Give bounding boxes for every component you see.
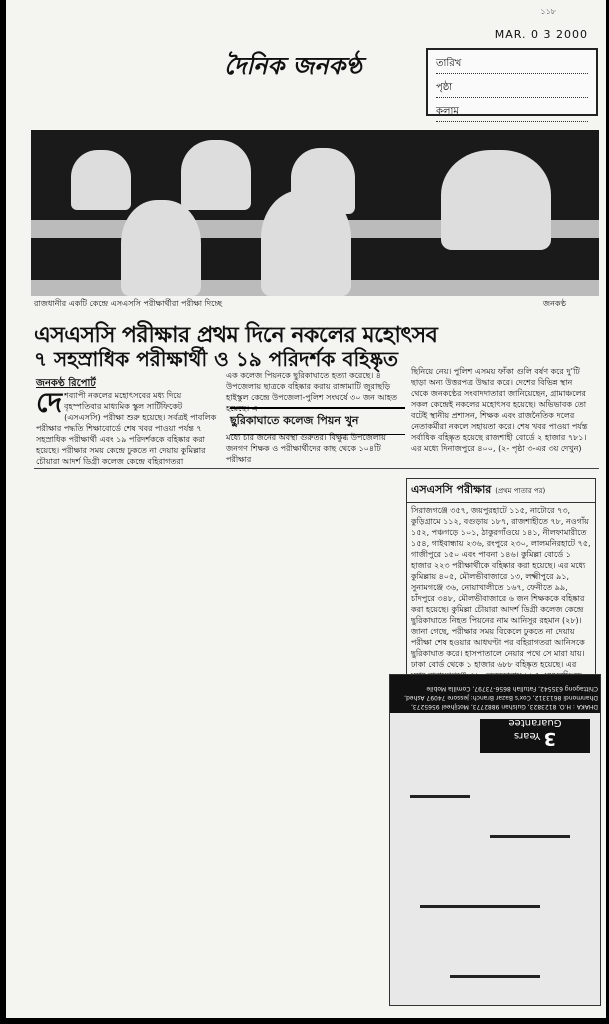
badge-word: Guarantee — [508, 717, 562, 728]
article-column-1 — [36, 386, 218, 466]
stamp-top-mark: ১১৮ — [540, 7, 556, 16]
advertisement — [389, 674, 601, 1006]
badge-number: 3 — [543, 728, 557, 749]
byline: জনকণ্ঠ রিপোর্ট — [36, 378, 96, 389]
photo-credit: জনকণ্ঠ — [542, 299, 566, 308]
clipping-record-box — [426, 48, 598, 116]
date-stamp: MAR. 0 3 2000 — [494, 28, 588, 41]
photo-caption: রাজধানীর একটি কেন্দ্রে এসএসসি পরীক্ষার্থীরা পরীক্ষা দিচ্ছে — [34, 299, 222, 308]
article-column-2b: মধ্যে চার জনের অবস্থা গুরুতর। বিক্ষুব্ধ উপজেলায় জনগণ শিক্ষক ও পরীক্ষার্থীদের কাছ থেকে ১০৪টি পরীক্ষার — [226, 433, 386, 464]
clipping-column-label: কলাম — [436, 104, 588, 122]
clipping-page-label: পৃষ্ঠা — [436, 80, 588, 98]
subheadline-peon-killed: ছুরিকাঘাতে কলেজ পিয়ন খুন — [230, 407, 405, 435]
article-column-3 — [411, 366, 591, 466]
article-column-1-text: শব্যাপী নকলের মহোৎসবের মধ্য দিয়ে বৃহস্পতিবার মাধ্যমিক স্কুল সার্টিফিকেট (এসএসসি) পরীক্ষা শুরু হয়েছে। সর্বত্রই পাবলিক পরীক্ষার পদ্ধতি শিক্ষাবোর্ডে শেষ খবর পাওয়া পর্যন্ত ৭ সহস্রাধিক পরীক্ষার্থী এবং ১৯ পরিদর্শককে বহিষ্কার করা হয়েছে। পরীক্ষার সময় কেন্দ্রে ঢুকতে না দেয়ায় কুমিল্লার চৌয়ারা আদর্শ ডিগ্রী কলেজ কেন্দ্রে বহিরাগতরা — [36, 391, 217, 466]
drop-cap: দে — [36, 386, 63, 419]
continuation-title-text: এসএসসি পরীক্ষার — [411, 483, 492, 496]
exam-hall-photo — [31, 130, 599, 296]
advert-address: DHAKA : H.O. 8123823, Gulshan 9882773, Motijheel 9565273, Dhanmondi 8613312, Cox's Bazar Branch: Jessore 74097 Ashed, Chittagong 635542, Fatullah 8656-73797, Comilla Mobile — [390, 675, 600, 713]
continuation-title — [407, 479, 595, 503]
newspaper-clipping — [6, 0, 606, 1018]
headline-sub: ৭ সহস্রাধিক পরীক্ষার্থী ও ১৯ পরিদর্শক বহিষ্কৃত — [34, 347, 399, 371]
badge-unit: Years — [513, 730, 541, 741]
article-column-2: এক কলেজ পিয়নকে ছুরিকাঘাতে হত্যা করেছে। ৪ উপজেলায় ছাত্রকে বহিষ্কার করায় রাঙ্গামাটি জুরাছড়ি হাইস্কুল কেন্দ্রে উপজেলা-পুলিশ সংঘর্ষে ৩০ জন আহত হয়েছে। এ — [226, 371, 397, 413]
clipping-date-label: তারিখ — [436, 56, 588, 74]
headline-main: এসএসসি পরীক্ষার প্রথম দিনে নকলের মহোৎসব — [34, 323, 438, 348]
continued-note: (২- পৃষ্ঠা ৩-এর ৩য় দেখুন) — [498, 444, 582, 453]
continuation-box — [406, 478, 596, 676]
continuation-body: সিরাজগঞ্জে ৩৫৭, জয়পুরহাটে ১১৫, নাটোরে ৭৩, কুড়িগ্রামে ১১২, বগুড়ায় ১৮৭, রাজশাহীতে ৭৮, নওগাঁয় ১৫২, পঞ্চগড়ে ১০১, ঠাকুরগাঁওয়ে ১৪১, নীলফামারীতে ১৫৪, গাইবান্ধায় ২৩৬, রংপুরে ২৩০, লালমনিরহাটে ৭৫, গাজীপুরে ১৫০ এবং পাবনা ১৪৬। কুমিল্লা বোর্ডে ১ হাজার ২২৩ পরীক্ষার্থীকে বহিষ্কার করা হয়েছে। এর মধ্যে কুমিল্লায় ৪০৫, মৌলভীবাজারে ১৩, লক্ষ্মীপুরে ৯১, সুনামগঞ্জে ৩৬, নোয়াখালীতে ১৬৭, ফেনীতে ৯৯, চাঁদপুরে ৩৪৮, মৌলভীবাজারে ৬ জন শিক্ষককে বহিষ্কার করা হয়েছে। কুমিল্লা চৌয়ারা আদর্শ ডিগ্রী কলেজ কেন্দ্রে ছুরিকাঘাতে নিহত পিয়নের নাম আনিসুর রহমান (২৮)। জানা গেছে, পরীক্ষার সময় বিকেলে ঢুকতে না দেয়ায় পরীক্ষা শেষ হওয়ার আধঘণ্টা পর বহিরাগতরা আনিসকে ছুরিকাঘাত করে। হাসপাতালে নেয়ার পথে সে মারা যায়। ঢাকা বোর্ড থেকে ১ হাজার ৬৮৮ বহিষ্কৃত হয়েছে। এর — [411, 506, 591, 669]
continuation-title-suffix: (প্রথম পাতার পর) — [495, 487, 546, 495]
guarantee-badge — [480, 719, 590, 753]
masthead: দৈনিক জনকণ্ঠ — [224, 51, 362, 80]
article-column-3-text: ছিনিয়ে নেয়। পুলিশ এসময় ফাঁকা গুলি বর্ষণ করে দু’টি ছাড়া অন্য উত্তরপত্র উদ্ধার করে। দেশের বিভিন্ন স্থান থেকে জনকণ্ঠের সংবাদদাতারা জানিয়েছেন, গ্রামাঞ্চলের সকল কেন্দ্রেই নকলের মহোৎসব হয়েছে। অভিভাবক তো বটেই স্থানীয় প্রশাসন, শিক্ষক এবং রাজনৈতিক দলের নেতাকর্মীরা নকলে সহায়তা করে। শেষ খবর পাওয়া পর্যন্ত সর্বাধিক বহিষ্কৃত হয়েছে রাজশাহী বোর্ডে ২ হাজার ৭৮১। এর মধ্যে দিনাজপুরে ৪০০, — [411, 367, 588, 453]
divider — [34, 468, 599, 469]
